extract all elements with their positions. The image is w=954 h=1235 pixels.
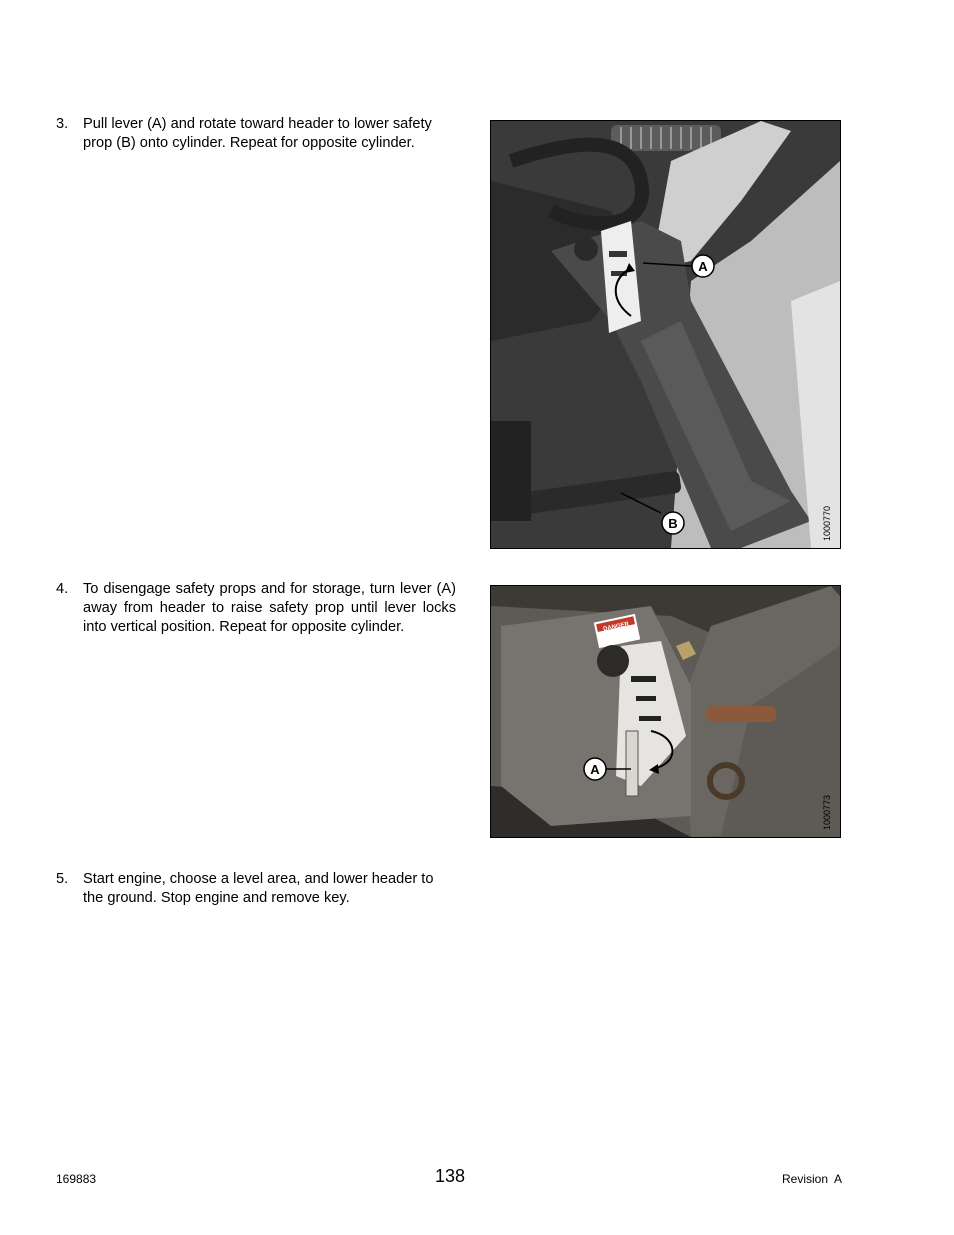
danger-decal-text: DANGER: [602, 621, 630, 633]
doc-number: 169883: [56, 1172, 97, 1186]
step-number: 5.: [56, 871, 69, 887]
safety-prop-lowered-illustration: [491, 121, 840, 548]
callout-a: A: [698, 259, 708, 274]
figure-id: 1000770: [822, 505, 832, 541]
figure-2-photo: [490, 585, 841, 838]
step-5: [56, 870, 456, 908]
step-4: [56, 580, 456, 637]
page-number: 138: [435, 1166, 466, 1186]
step-3: [56, 115, 456, 153]
step-number: 3.: [56, 116, 69, 132]
callout-b: B: [668, 516, 678, 531]
step-text: Start engine, choose a level area, and lower header to the ground. Stop engine and remove key.: [83, 871, 434, 906]
step-text: Pull lever (A) and rotate toward header to lower safety prop (B) onto cylinder. Repeat for opposite cylinder.: [83, 116, 432, 151]
figure-1-photo: [490, 120, 841, 549]
step-text: To disengage safety props and for storage, turn lever (A) away from header to raise safety prop until lever locks into vertical position. Repeat for opposite cylinder.: [83, 581, 456, 635]
callout-a: A: [590, 762, 600, 777]
revision: Revision A: [782, 1172, 843, 1186]
safety-prop-raised-illustration: [491, 586, 840, 837]
figure-id: 1000773: [822, 794, 832, 830]
step-number: 4.: [56, 581, 69, 597]
